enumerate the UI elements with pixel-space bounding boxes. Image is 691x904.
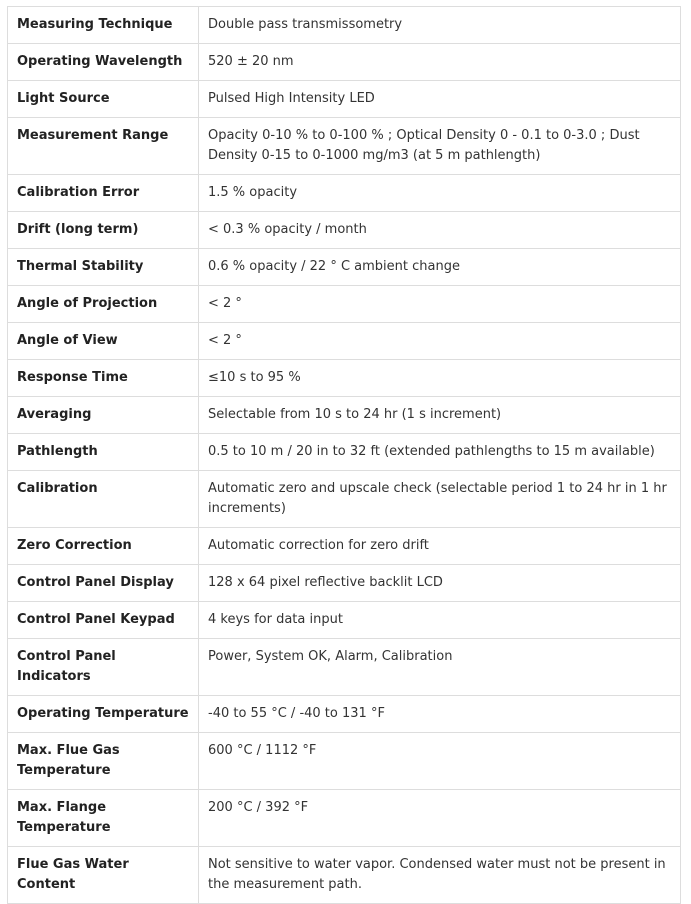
spec-value: -40 to 55 °C / -40 to 131 °F: [199, 696, 681, 733]
spec-label: Control Panel Indicators: [8, 639, 199, 696]
spec-value: 200 °C / 392 °F: [199, 790, 681, 847]
table-row: [8, 639, 681, 696]
spec-value: 4 keys for data input: [199, 602, 681, 639]
spec-value: Selectable from 10 s to 24 hr (1 s increment): [199, 397, 681, 434]
table-row: [8, 360, 681, 397]
spec-label: Response Time: [8, 360, 199, 397]
spec-label: Operating Temperature: [8, 696, 199, 733]
spec-label: Averaging: [8, 397, 199, 434]
spec-label: Measuring Technique: [8, 7, 199, 44]
spec-label: Angle of Projection: [8, 286, 199, 323]
table-row: [8, 434, 681, 471]
spec-value: Pulsed High Intensity LED: [199, 81, 681, 118]
table-row: [8, 323, 681, 360]
spec-label: Measurement Range: [8, 118, 199, 175]
spec-label: Light Source: [8, 81, 199, 118]
table-row: [8, 286, 681, 323]
spec-label: Drift (long term): [8, 212, 199, 249]
spec-label: Max. Flange Temperature: [8, 790, 199, 847]
table-row: [8, 565, 681, 602]
table-row: [8, 733, 681, 790]
spec-label: Max. Flue Gas Temperature: [8, 733, 199, 790]
spec-value: Double pass transmissometry: [199, 7, 681, 44]
table-row: [8, 528, 681, 565]
spec-label: Control Panel Keypad: [8, 602, 199, 639]
spec-label: Operating Wavelength: [8, 44, 199, 81]
table-row: [8, 44, 681, 81]
table-row: [8, 118, 681, 175]
spec-value: ≤10 s to 95 %: [199, 360, 681, 397]
spec-value: < 2 °: [199, 323, 681, 360]
spec-value: < 2 °: [199, 286, 681, 323]
table-row: [8, 249, 681, 286]
spec-label: Pathlength: [8, 434, 199, 471]
spec-value: Power, System OK, Alarm, Calibration: [199, 639, 681, 696]
spec-label: Thermal Stability: [8, 249, 199, 286]
spec-value: 600 °C / 1112 °F: [199, 733, 681, 790]
table-row: [8, 696, 681, 733]
spec-label: Calibration: [8, 471, 199, 528]
table-row: [8, 790, 681, 847]
spec-value: Automatic correction for zero drift: [199, 528, 681, 565]
spec-value: Automatic zero and upscale check (selectable period 1 to 24 hr in 1 hr increments): [199, 471, 681, 528]
spec-value: 1.5 % opacity: [199, 175, 681, 212]
spec-label: Angle of View: [8, 323, 199, 360]
table-row: [8, 175, 681, 212]
spec-label: Flue Gas Water Content: [8, 847, 199, 904]
spec-value: 128 x 64 pixel reflective backlit LCD: [199, 565, 681, 602]
spec-label: Calibration Error: [8, 175, 199, 212]
spec-value: < 0.3 % opacity / month: [199, 212, 681, 249]
spec-value: Opacity 0-10 % to 0-100 % ; Optical Density 0 - 0.1 to 0-3.0 ; Dust Density 0-15 to 0-1000 mg/m3 (at 5 m pathlength): [199, 118, 681, 175]
table-row: [8, 397, 681, 434]
table-row: [8, 81, 681, 118]
spec-label: Zero Correction: [8, 528, 199, 565]
table-row: [8, 471, 681, 528]
spec-value: Not sensitive to water vapor. Condensed water must not be present in the measurement path.: [199, 847, 681, 904]
spec-value: 0.5 to 10 m / 20 in to 32 ft (extended pathlengths to 15 m available): [199, 434, 681, 471]
spec-value: 0.6 % opacity / 22 ° C ambient change: [199, 249, 681, 286]
table-row: [8, 602, 681, 639]
spec-value: 520 ± 20 nm: [199, 44, 681, 81]
table-row: [8, 212, 681, 249]
table-row: [8, 847, 681, 904]
spec-label: Control Panel Display: [8, 565, 199, 602]
specifications-table: [7, 6, 681, 904]
table-row: [8, 7, 681, 44]
